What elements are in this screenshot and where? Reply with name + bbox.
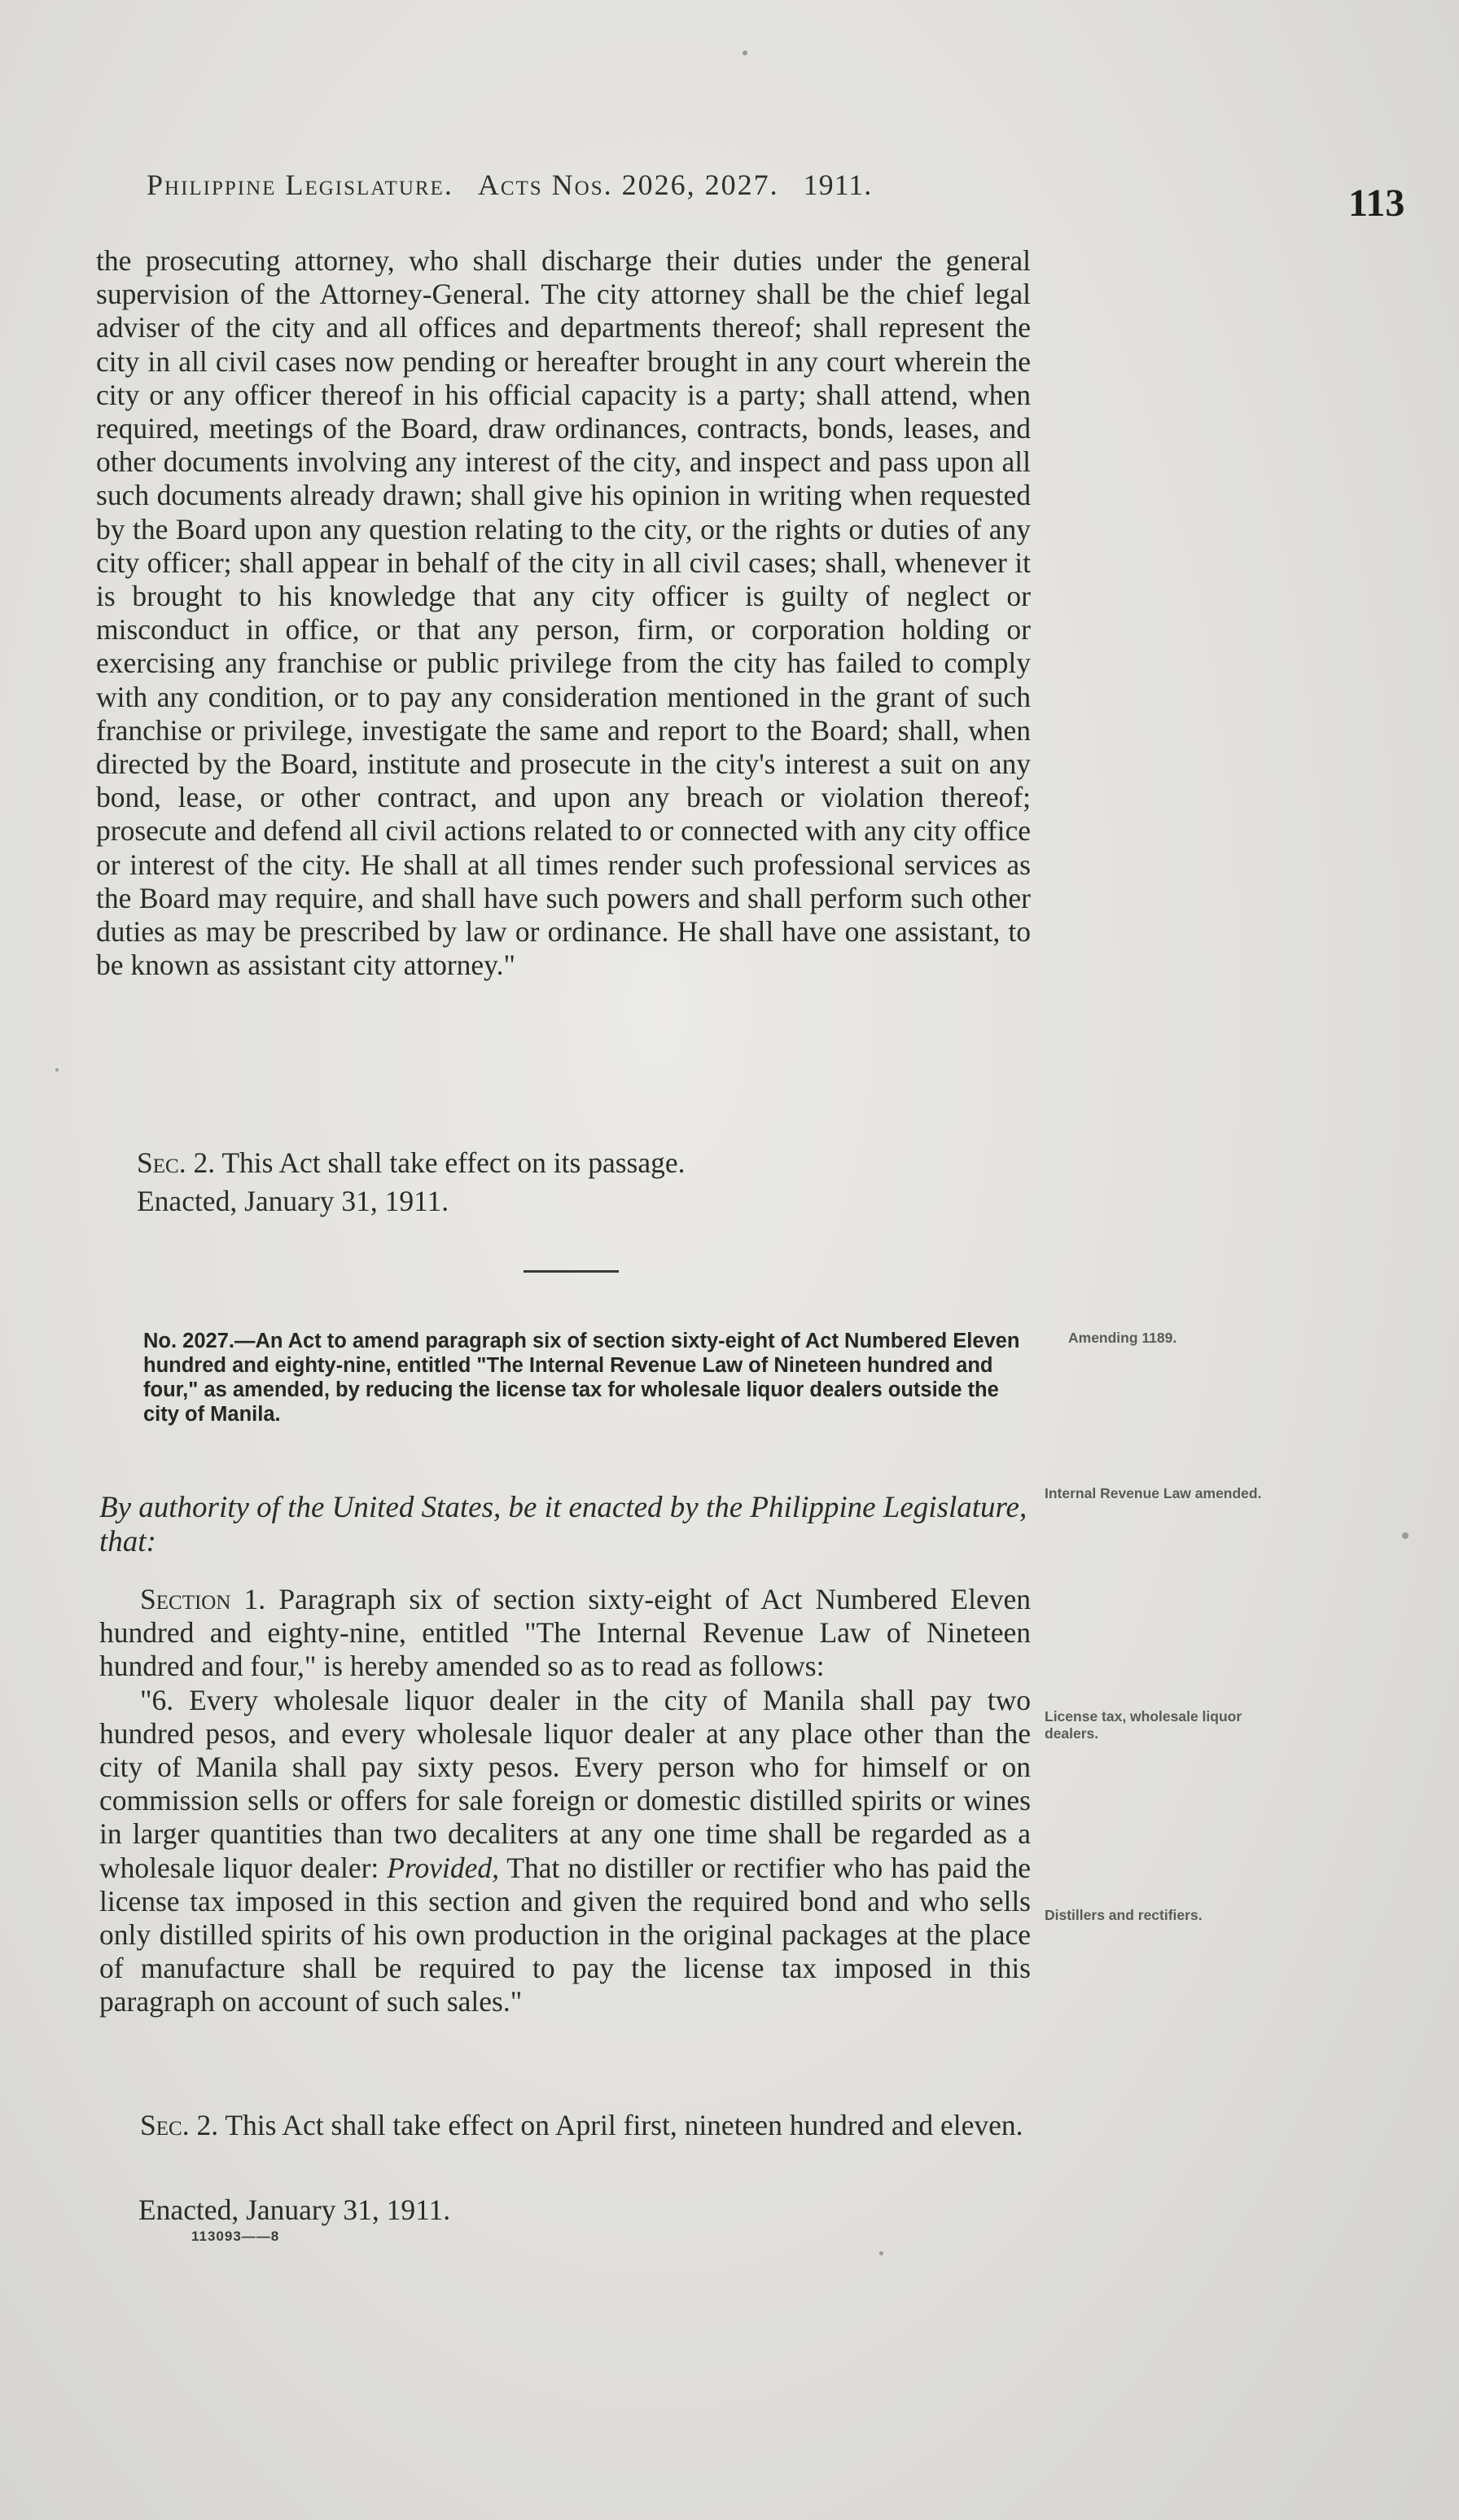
side-note-amending: Amending 1189. xyxy=(1068,1330,1177,1346)
side-note-license-tax: License tax, wholesale liquor dealers. xyxy=(1045,1708,1242,1742)
paper-speck xyxy=(1402,1532,1409,1539)
section-text: This Act shall take effect on its passage. xyxy=(221,1146,686,1179)
side-note-distillers: Distillers and rectifiers. xyxy=(1045,1907,1203,1923)
paper-speck xyxy=(743,50,747,55)
act-2026-continuation xyxy=(96,244,1031,982)
section-label: Sec. 2. xyxy=(140,2109,219,2141)
amended-text-part-1: "6. Every wholesale liquor dealer in the city of Manila shall pay two hundred pesos, and every wholesale liquor dealer at any place other than the city of Manila shall pay sixty pesos. Every person who for himself or on commission sells or offers for sale foreign or domestic distilled spirits or wines in larger quantities than two decaliters at any one time shall be regarded as a wholesale liquor dealer: xyxy=(99,1683,1031,1884)
paper-speck xyxy=(55,1068,59,1072)
page-number: 113 xyxy=(1348,182,1405,225)
act-2027-heading xyxy=(143,1329,1031,1427)
act-2027-body xyxy=(99,1583,1031,2019)
header-year: 1911. xyxy=(803,169,873,201)
act-2027-section-2-block xyxy=(99,2109,1031,2142)
act-2026-enacted-date: Enacted, January 31, 1911. xyxy=(137,1185,449,1217)
act-2027-section-1 xyxy=(99,1583,1031,1684)
amended-text-part-2: That no distiller or rectifier who has paid the license tax imposed in this section and given the required bond and who sells only distilled spirits of his own production in the original packages at the place of manufacture shall be required to pay the license tax imposed in this paragraph on account of such sales." xyxy=(99,1851,1031,2018)
act-2027-title xyxy=(143,1329,1031,1427)
acts-numbers: Acts Nos. 2026, 2027. xyxy=(477,169,779,201)
act-2026-closing xyxy=(96,1144,1031,1221)
paper-speck xyxy=(879,2251,883,2255)
section-label: Section 1. xyxy=(140,1583,266,1615)
printer-signature-mark: 113093——8 xyxy=(191,2229,280,2244)
section-text: Paragraph six of section sixty-eight of Act Numbered Eleven hundred and eighty-nine, entitled "The Internal Revenue Law of Nineteen hundred and four," is hereby amended so as to read as follows: xyxy=(99,1583,1031,1683)
act-2026-body-paragraph: the prosecuting attorney, who shall discharge their duties under the general supervision of the Attorney-General. The city attorney shall be the chief legal adviser of the city and all offices and departments thereof; shall represent the city in all civil cases now pending or hereafter brought in any court wherein the city or any officer thereof in his official capacity is a party; shall attend, when required, meetings of the Board, draw ordinances, contracts, bonds, leases, and other documents involving any interest of the city, and inspect and pass upon all such documents already drawn; shall give his opinion in writing when requested by the Board upon any question relating to the city, or the rights or duties of any city officer; shall appear in behalf of the city in all civil cases; shall, whenever it is brought to his knowledge that any city officer is guilty of neglect or misconduct in office, or that any person, firm, or corporation holding or exercising any franchise or public privilege from the city has failed to comply with any condition, or to pay any consideration mentioned in the grant of such franchise or privilege, investigate the same and report to the Board; shall, when directed by the Board, institute and prosecute in the city's interest a suit on any bond, lease, or other contract, and upon any breach or violation thereof; prosecute and defend all civil actions related to or connected with any city office or interest of the city. He shall at all times render such professional services as the Board may require, and shall have such powers and shall perform such other duties as may be prescribed by law or ordinance. He shall have one assistant, to be known as assistant city attorney." xyxy=(96,244,1031,982)
act-number: No. 2027. xyxy=(143,1330,234,1352)
amended-paragraph xyxy=(99,1684,1031,2019)
enacting-clause-text: By authority of the United States, be it enacted by the Philippine Legislature, that: xyxy=(99,1491,1027,1558)
enacting-clause xyxy=(99,1491,1036,1559)
act-2027-section-2 xyxy=(99,2109,1031,2142)
section-divider xyxy=(524,1270,619,1273)
section-label: Sec. 2. xyxy=(137,1146,216,1179)
act-2026-section-2 xyxy=(96,1144,1031,1182)
running-head xyxy=(147,168,1010,202)
section-text: This Act shall take effect on April first, nineteen hundred and eleven. xyxy=(225,2109,1023,2141)
act-title-text: —An Act to amend paragraph six of section sixty-eight of Act Numbered Eleven hundred and eighty-nine, entitled "The Internal Revenue Law of Nineteen hundred and four," as amended, by reducing the license tax for wholesale liquor dealers outside the city of Manila. xyxy=(143,1330,1020,1426)
act-2027-enacted-date: Enacted, January 31, 1911. xyxy=(138,2193,451,2226)
side-note-internal-revenue: Internal Revenue Law amended. xyxy=(1045,1485,1262,1501)
provided-word: Provided, xyxy=(387,1851,499,1884)
legislature-title: Philippine Legislature. xyxy=(147,169,453,201)
